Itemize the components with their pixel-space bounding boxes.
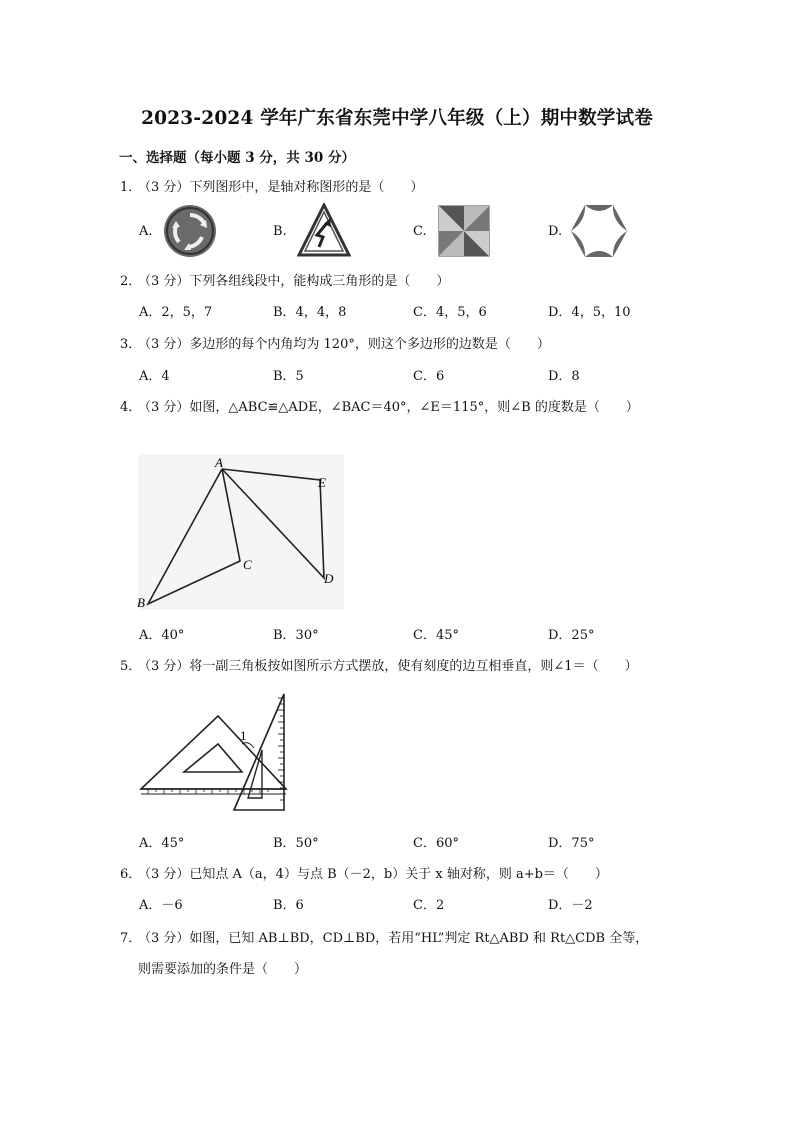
option-d: D．25° bbox=[548, 628, 595, 643]
question-number: 2． bbox=[120, 274, 142, 289]
question-1 bbox=[120, 176, 423, 195]
option-a: A．2，5，7 bbox=[139, 305, 213, 320]
question-number: 4． bbox=[120, 400, 142, 415]
vertex-label-d: D bbox=[324, 571, 334, 586]
congruent-triangles-figure bbox=[136, 452, 346, 612]
vertex-label-a: A bbox=[215, 455, 223, 470]
set-squares-figure bbox=[138, 688, 290, 820]
option-d: D．4，5，10 bbox=[548, 305, 631, 320]
roundabout-sign-figure bbox=[163, 204, 217, 258]
option-c: C．6 bbox=[413, 369, 445, 384]
option-d: D．75° bbox=[548, 836, 595, 851]
section-heading: 一、选择题（每小题 3 分，共 30 分） bbox=[119, 150, 355, 166]
question-7-continued bbox=[138, 958, 307, 977]
question-text: （3 分）下列各组线段中，能构成三角形的是（ ） bbox=[138, 274, 450, 289]
option-a: A．4 bbox=[139, 369, 170, 384]
option-b-label: B. bbox=[273, 224, 287, 239]
vertex-label-c: C bbox=[243, 557, 252, 572]
question-7 bbox=[120, 927, 648, 946]
option-c: C．60° bbox=[413, 836, 459, 851]
question-number: 5． bbox=[120, 659, 142, 674]
question-5 bbox=[120, 655, 638, 674]
pinwheel-figure bbox=[437, 204, 491, 258]
vertex-label-b: B bbox=[137, 595, 145, 610]
option-c: C．2 bbox=[413, 898, 445, 913]
option-c: C．45° bbox=[413, 628, 459, 643]
option-d-label: D. bbox=[548, 224, 563, 239]
question-2 bbox=[120, 270, 449, 289]
question-text: （3 分）如图，已知 AB⊥BD，CD⊥BD，若用“HL”判定 Rt△ABD 和 Rt△CDB 全等， bbox=[138, 931, 649, 946]
vertex-label-e: E bbox=[318, 475, 326, 490]
option-c: C．4，5，6 bbox=[413, 305, 487, 320]
option-b: B．50° bbox=[273, 836, 319, 851]
question-number: 1． bbox=[120, 180, 142, 195]
option-d: D．－2 bbox=[548, 898, 593, 913]
option-b: B．6 bbox=[273, 898, 304, 913]
question-text: （3 分）已知点 A（a，4）与点 B（－2，b）关于 x 轴对称，则 a+b＝（ ） bbox=[138, 867, 608, 882]
question-4 bbox=[120, 396, 639, 415]
option-b: B．5 bbox=[273, 369, 304, 384]
question-text: （3 分）多边形的每个内角均为 120°，则这个多边形的边数是（ ） bbox=[138, 337, 550, 352]
option-a: A．45° bbox=[139, 836, 185, 851]
option-a: A．－6 bbox=[139, 898, 183, 913]
triangle-sign-figure bbox=[297, 203, 351, 259]
question-text: （3 分）将一副三角板按如图所示方式摆放，使有刻度的边互相垂直，则∠1＝（ ） bbox=[138, 659, 638, 674]
hexagon-arcs-figure bbox=[568, 201, 630, 261]
question-text: （3 分）下列图形中，是轴对称图形的是（ ） bbox=[138, 180, 424, 195]
option-d: D．8 bbox=[548, 369, 580, 384]
question-number: 7． bbox=[120, 931, 142, 946]
option-a-label: A. bbox=[139, 224, 153, 239]
option-c-label: C. bbox=[413, 224, 427, 239]
question-6 bbox=[120, 863, 608, 882]
angle-1-label: 1 bbox=[240, 728, 247, 743]
page-title: 2023-2024 学年广东省东莞中学八年级（上）期中数学试卷 bbox=[141, 108, 653, 129]
question-number: 6． bbox=[120, 867, 142, 882]
option-b: B．4，4，8 bbox=[273, 305, 347, 320]
option-b: B．30° bbox=[273, 628, 319, 643]
question-text-continued: 则需要添加的条件是（ ） bbox=[138, 962, 308, 977]
question-text: （3 分）如图，△ABC≌△ADE，∠BAC＝40°，∠E＝115°，则∠B 的度数是（ ） bbox=[138, 400, 639, 415]
question-3 bbox=[120, 333, 550, 352]
option-a: A．40° bbox=[139, 628, 185, 643]
question-number: 3． bbox=[120, 337, 142, 352]
